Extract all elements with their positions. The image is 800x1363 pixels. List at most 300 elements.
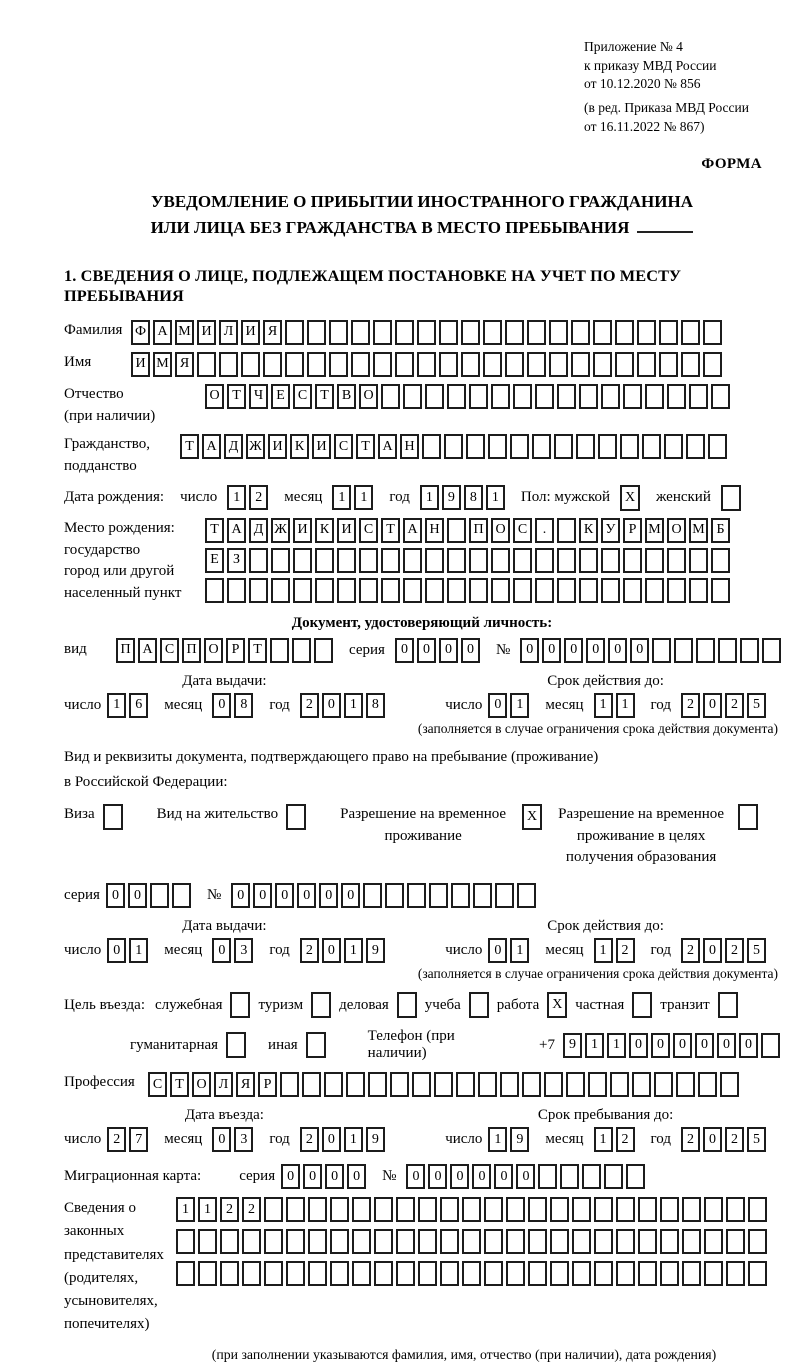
char-cell[interactable]: 1: [510, 938, 529, 963]
char-cell[interactable]: [582, 1164, 601, 1189]
char-cell[interactable]: [491, 548, 510, 573]
char-cell[interactable]: [264, 1229, 283, 1254]
purpose-ucheba-checkbox[interactable]: [469, 992, 489, 1018]
char-cell[interactable]: 0: [319, 883, 338, 908]
char-cell[interactable]: 2: [300, 938, 319, 963]
char-cell[interactable]: 1: [344, 1127, 363, 1152]
char-cell[interactable]: [330, 1197, 349, 1222]
char-cell[interactable]: [302, 1072, 321, 1097]
char-cell[interactable]: 1: [176, 1197, 195, 1222]
char-cell[interactable]: [495, 883, 514, 908]
char-cell[interactable]: [286, 1261, 305, 1286]
char-cell[interactable]: [308, 1229, 327, 1254]
char-cell[interactable]: З: [227, 548, 246, 573]
char-cell[interactable]: [469, 578, 488, 603]
char-cell[interactable]: [704, 1229, 723, 1254]
char-cell[interactable]: [660, 1261, 679, 1286]
char-cell[interactable]: 9: [366, 1127, 385, 1152]
char-cell[interactable]: Р: [226, 638, 245, 663]
char-cell[interactable]: [528, 1197, 547, 1222]
char-cell[interactable]: С: [160, 638, 179, 663]
char-cell[interactable]: [620, 434, 639, 459]
char-cell[interactable]: [491, 384, 510, 409]
char-cell[interactable]: [385, 883, 404, 908]
char-cell[interactable]: 0: [472, 1164, 491, 1189]
char-cell[interactable]: [307, 320, 326, 345]
char-cell[interactable]: [711, 548, 730, 573]
char-cell[interactable]: [660, 1229, 679, 1254]
char-cell[interactable]: [324, 1072, 343, 1097]
char-cell[interactable]: 8: [366, 693, 385, 718]
char-cell[interactable]: [264, 1197, 283, 1222]
char-cell[interactable]: Я: [236, 1072, 255, 1097]
char-cell[interactable]: [422, 434, 441, 459]
char-cell[interactable]: Н: [400, 434, 419, 459]
char-cell[interactable]: [395, 320, 414, 345]
char-cell[interactable]: 0: [717, 1033, 736, 1058]
char-cell[interactable]: [440, 1261, 459, 1286]
char-cell[interactable]: [689, 578, 708, 603]
purpose-rabota-checkbox[interactable]: X: [547, 992, 567, 1018]
char-cell[interactable]: [532, 434, 551, 459]
char-cell[interactable]: [346, 1072, 365, 1097]
char-cell[interactable]: [249, 578, 268, 603]
char-cell[interactable]: [264, 1261, 283, 1286]
char-cell[interactable]: 7: [129, 1127, 148, 1152]
char-cell[interactable]: [352, 1229, 371, 1254]
char-cell[interactable]: 1: [227, 485, 246, 510]
char-cell[interactable]: 1: [607, 1033, 626, 1058]
char-cell[interactable]: [451, 883, 470, 908]
char-cell[interactable]: [726, 1197, 745, 1222]
char-cell[interactable]: [682, 1197, 701, 1222]
char-cell[interactable]: [645, 384, 664, 409]
char-cell[interactable]: [373, 320, 392, 345]
char-cell[interactable]: [748, 1261, 767, 1286]
char-cell[interactable]: Р: [623, 518, 642, 543]
char-cell[interactable]: 0: [212, 938, 231, 963]
char-cell[interactable]: [642, 434, 661, 459]
char-cell[interactable]: 5: [747, 938, 766, 963]
char-cell[interactable]: 0: [461, 638, 480, 663]
char-cell[interactable]: [491, 578, 510, 603]
char-cell[interactable]: [307, 352, 326, 377]
char-cell[interactable]: [505, 320, 524, 345]
char-cell[interactable]: [748, 1229, 767, 1254]
char-cell[interactable]: [638, 1229, 657, 1254]
char-cell[interactable]: [566, 1072, 585, 1097]
char-cell[interactable]: [484, 1197, 503, 1222]
char-cell[interactable]: С: [513, 518, 532, 543]
char-cell[interactable]: [554, 434, 573, 459]
char-cell[interactable]: 0: [275, 883, 294, 908]
char-cell[interactable]: [263, 352, 282, 377]
char-cell[interactable]: 0: [322, 938, 341, 963]
char-cell[interactable]: 1: [344, 938, 363, 963]
char-cell[interactable]: 0: [322, 1127, 341, 1152]
char-cell[interactable]: 0: [212, 1127, 231, 1152]
char-cell[interactable]: [681, 320, 700, 345]
char-cell[interactable]: 9: [442, 485, 461, 510]
char-cell[interactable]: [270, 638, 289, 663]
char-cell[interactable]: Ж: [271, 518, 290, 543]
char-cell[interactable]: [330, 1261, 349, 1286]
char-cell[interactable]: [308, 1197, 327, 1222]
char-cell[interactable]: [550, 1197, 569, 1222]
char-cell[interactable]: [396, 1197, 415, 1222]
char-cell[interactable]: [390, 1072, 409, 1097]
char-cell[interactable]: 1: [594, 938, 613, 963]
char-cell[interactable]: 0: [651, 1033, 670, 1058]
char-cell[interactable]: 0: [703, 1127, 722, 1152]
char-cell[interactable]: [473, 883, 492, 908]
char-cell[interactable]: [227, 578, 246, 603]
char-cell[interactable]: [359, 548, 378, 573]
char-cell[interactable]: [447, 578, 466, 603]
char-cell[interactable]: 8: [464, 485, 483, 510]
char-cell[interactable]: [588, 1072, 607, 1097]
char-cell[interactable]: 0: [564, 638, 583, 663]
char-cell[interactable]: [601, 548, 620, 573]
char-cell[interactable]: [425, 384, 444, 409]
char-cell[interactable]: [593, 320, 612, 345]
char-cell[interactable]: У: [601, 518, 620, 543]
char-cell[interactable]: 2: [300, 1127, 319, 1152]
char-cell[interactable]: [292, 638, 311, 663]
char-cell[interactable]: 3: [234, 1127, 253, 1152]
char-cell[interactable]: 0: [231, 883, 250, 908]
char-cell[interactable]: [440, 1197, 459, 1222]
char-cell[interactable]: [374, 1197, 393, 1222]
char-cell[interactable]: 2: [300, 693, 319, 718]
char-cell[interactable]: 9: [510, 1127, 529, 1152]
char-cell[interactable]: 5: [747, 1127, 766, 1152]
purpose-delovaya-checkbox[interactable]: [397, 992, 417, 1018]
char-cell[interactable]: [638, 1197, 657, 1222]
char-cell[interactable]: И: [268, 434, 287, 459]
char-cell[interactable]: [407, 883, 426, 908]
char-cell[interactable]: 0: [281, 1164, 300, 1189]
char-cell[interactable]: [373, 352, 392, 377]
char-cell[interactable]: [594, 1261, 613, 1286]
char-cell[interactable]: [368, 1072, 387, 1097]
char-cell[interactable]: 0: [494, 1164, 513, 1189]
char-cell[interactable]: О: [491, 518, 510, 543]
char-cell[interactable]: 0: [520, 638, 539, 663]
char-cell[interactable]: [506, 1229, 525, 1254]
char-cell[interactable]: [682, 1261, 701, 1286]
char-cell[interactable]: [557, 578, 576, 603]
char-cell[interactable]: [528, 1261, 547, 1286]
char-cell[interactable]: [623, 384, 642, 409]
char-cell[interactable]: 1: [594, 693, 613, 718]
char-cell[interactable]: [667, 578, 686, 603]
char-cell[interactable]: 2: [249, 485, 268, 510]
char-cell[interactable]: 1: [198, 1197, 217, 1222]
char-cell[interactable]: [571, 352, 590, 377]
purpose-tranzit-checkbox[interactable]: [718, 992, 738, 1018]
char-cell[interactable]: 0: [325, 1164, 344, 1189]
char-cell[interactable]: [506, 1197, 525, 1222]
char-cell[interactable]: [456, 1072, 475, 1097]
char-cell[interactable]: А: [378, 434, 397, 459]
char-cell[interactable]: [704, 1197, 723, 1222]
char-cell[interactable]: 0: [695, 1033, 714, 1058]
char-cell[interactable]: [601, 578, 620, 603]
char-cell[interactable]: О: [359, 384, 378, 409]
char-cell[interactable]: [667, 548, 686, 573]
char-cell[interactable]: [604, 1164, 623, 1189]
char-cell[interactable]: 0: [107, 938, 126, 963]
char-cell[interactable]: 2: [681, 938, 700, 963]
char-cell[interactable]: [598, 434, 617, 459]
char-cell[interactable]: [703, 320, 722, 345]
char-cell[interactable]: [704, 1261, 723, 1286]
char-cell[interactable]: О: [204, 638, 223, 663]
char-cell[interactable]: [660, 1197, 679, 1222]
char-cell[interactable]: [198, 1261, 217, 1286]
char-cell[interactable]: [615, 352, 634, 377]
char-cell[interactable]: [711, 384, 730, 409]
char-cell[interactable]: [544, 1072, 563, 1097]
char-cell[interactable]: [286, 1197, 305, 1222]
char-cell[interactable]: 0: [428, 1164, 447, 1189]
char-cell[interactable]: [711, 578, 730, 603]
char-cell[interactable]: [615, 320, 634, 345]
char-cell[interactable]: [293, 578, 312, 603]
char-cell[interactable]: [469, 384, 488, 409]
char-cell[interactable]: [403, 548, 422, 573]
char-cell[interactable]: Т: [248, 638, 267, 663]
char-cell[interactable]: 0: [450, 1164, 469, 1189]
char-cell[interactable]: Д: [224, 434, 243, 459]
char-cell[interactable]: Е: [205, 548, 224, 573]
char-cell[interactable]: [550, 1229, 569, 1254]
char-cell[interactable]: А: [403, 518, 422, 543]
char-cell[interactable]: [439, 352, 458, 377]
char-cell[interactable]: [557, 384, 576, 409]
char-cell[interactable]: 0: [303, 1164, 322, 1189]
char-cell[interactable]: .: [535, 518, 554, 543]
char-cell[interactable]: [594, 1197, 613, 1222]
char-cell[interactable]: [549, 352, 568, 377]
char-cell[interactable]: [462, 1197, 481, 1222]
char-cell[interactable]: 1: [129, 938, 148, 963]
char-cell[interactable]: [447, 548, 466, 573]
char-cell[interactable]: 1: [344, 693, 363, 718]
char-cell[interactable]: 2: [616, 1127, 635, 1152]
char-cell[interactable]: [720, 1072, 739, 1097]
char-cell[interactable]: [381, 578, 400, 603]
purpose-turizm-checkbox[interactable]: [311, 992, 331, 1018]
char-cell[interactable]: [285, 320, 304, 345]
char-cell[interactable]: 0: [322, 693, 341, 718]
char-cell[interactable]: [329, 352, 348, 377]
char-cell[interactable]: М: [689, 518, 708, 543]
char-cell[interactable]: И: [131, 352, 150, 377]
char-cell[interactable]: [308, 1261, 327, 1286]
char-cell[interactable]: 2: [725, 1127, 744, 1152]
char-cell[interactable]: [528, 1229, 547, 1254]
char-cell[interactable]: [593, 352, 612, 377]
char-cell[interactable]: [616, 1229, 635, 1254]
char-cell[interactable]: [488, 434, 507, 459]
char-cell[interactable]: [220, 1261, 239, 1286]
char-cell[interactable]: [718, 638, 737, 663]
char-cell[interactable]: 0: [128, 883, 147, 908]
char-cell[interactable]: [483, 320, 502, 345]
char-cell[interactable]: [352, 1261, 371, 1286]
char-cell[interactable]: М: [645, 518, 664, 543]
char-cell[interactable]: [241, 352, 260, 377]
char-cell[interactable]: [594, 1229, 613, 1254]
char-cell[interactable]: [681, 352, 700, 377]
char-cell[interactable]: Н: [425, 518, 444, 543]
char-cell[interactable]: [176, 1229, 195, 1254]
char-cell[interactable]: [645, 578, 664, 603]
char-cell[interactable]: Д: [249, 518, 268, 543]
char-cell[interactable]: [535, 384, 554, 409]
char-cell[interactable]: 0: [488, 693, 507, 718]
char-cell[interactable]: Т: [180, 434, 199, 459]
char-cell[interactable]: [623, 578, 642, 603]
char-cell[interactable]: [703, 352, 722, 377]
char-cell[interactable]: [381, 384, 400, 409]
char-cell[interactable]: [359, 578, 378, 603]
char-cell[interactable]: 0: [341, 883, 360, 908]
char-cell[interactable]: Я: [175, 352, 194, 377]
char-cell[interactable]: [513, 384, 532, 409]
char-cell[interactable]: В: [337, 384, 356, 409]
char-cell[interactable]: [708, 434, 727, 459]
char-cell[interactable]: [667, 384, 686, 409]
char-cell[interactable]: [549, 320, 568, 345]
char-cell[interactable]: [637, 352, 656, 377]
char-cell[interactable]: О: [205, 384, 224, 409]
char-cell[interactable]: 0: [516, 1164, 535, 1189]
char-cell[interactable]: [623, 548, 642, 573]
char-cell[interactable]: [535, 548, 554, 573]
char-cell[interactable]: 3: [234, 938, 253, 963]
char-cell[interactable]: [616, 1197, 635, 1222]
char-cell[interactable]: 1: [486, 485, 505, 510]
char-cell[interactable]: [601, 384, 620, 409]
char-cell[interactable]: 1: [354, 485, 373, 510]
char-cell[interactable]: [198, 1229, 217, 1254]
char-cell[interactable]: Ч: [249, 384, 268, 409]
char-cell[interactable]: [522, 1072, 541, 1097]
char-cell[interactable]: [689, 548, 708, 573]
char-cell[interactable]: И: [197, 320, 216, 345]
char-cell[interactable]: [726, 1229, 745, 1254]
char-cell[interactable]: Т: [227, 384, 246, 409]
char-cell[interactable]: [150, 883, 169, 908]
char-cell[interactable]: [381, 548, 400, 573]
char-cell[interactable]: П: [469, 518, 488, 543]
char-cell[interactable]: [659, 320, 678, 345]
char-cell[interactable]: [462, 1229, 481, 1254]
char-cell[interactable]: 6: [129, 693, 148, 718]
char-cell[interactable]: [396, 1261, 415, 1286]
char-cell[interactable]: [616, 1261, 635, 1286]
char-cell[interactable]: Я: [263, 320, 282, 345]
visa-checkbox[interactable]: [103, 804, 123, 830]
char-cell[interactable]: Л: [214, 1072, 233, 1097]
char-cell[interactable]: [249, 548, 268, 573]
char-cell[interactable]: 0: [347, 1164, 366, 1189]
char-cell[interactable]: [220, 1229, 239, 1254]
char-cell[interactable]: [315, 548, 334, 573]
char-cell[interactable]: [330, 1229, 349, 1254]
char-cell[interactable]: [513, 578, 532, 603]
char-cell[interactable]: 0: [406, 1164, 425, 1189]
char-cell[interactable]: [510, 434, 529, 459]
char-cell[interactable]: [418, 1229, 437, 1254]
char-cell[interactable]: 2: [725, 693, 744, 718]
char-cell[interactable]: И: [337, 518, 356, 543]
char-cell[interactable]: [579, 548, 598, 573]
char-cell[interactable]: 2: [725, 938, 744, 963]
char-cell[interactable]: [417, 352, 436, 377]
char-cell[interactable]: К: [315, 518, 334, 543]
char-cell[interactable]: [527, 352, 546, 377]
char-cell[interactable]: И: [241, 320, 260, 345]
char-cell[interactable]: М: [153, 352, 172, 377]
char-cell[interactable]: 0: [608, 638, 627, 663]
char-cell[interactable]: 2: [681, 693, 700, 718]
char-cell[interactable]: [579, 384, 598, 409]
char-cell[interactable]: 0: [703, 693, 722, 718]
char-cell[interactable]: [440, 1229, 459, 1254]
char-cell[interactable]: [740, 638, 759, 663]
char-cell[interactable]: А: [227, 518, 246, 543]
char-cell[interactable]: 0: [629, 1033, 648, 1058]
char-cell[interactable]: [576, 434, 595, 459]
char-cell[interactable]: Т: [381, 518, 400, 543]
char-cell[interactable]: [557, 548, 576, 573]
char-cell[interactable]: [572, 1261, 591, 1286]
char-cell[interactable]: Б: [711, 518, 730, 543]
char-cell[interactable]: [351, 320, 370, 345]
char-cell[interactable]: [176, 1261, 195, 1286]
purpose-sluzhebnaya-checkbox[interactable]: [230, 992, 250, 1018]
char-cell[interactable]: [444, 434, 463, 459]
char-cell[interactable]: [664, 434, 683, 459]
char-cell[interactable]: [172, 883, 191, 908]
char-cell[interactable]: [560, 1164, 579, 1189]
char-cell[interactable]: [403, 384, 422, 409]
char-cell[interactable]: 2: [616, 938, 635, 963]
char-cell[interactable]: [506, 1261, 525, 1286]
temp-residence-checkbox[interactable]: X: [522, 804, 542, 830]
char-cell[interactable]: [271, 548, 290, 573]
char-cell[interactable]: [337, 548, 356, 573]
char-cell[interactable]: 1: [616, 693, 635, 718]
char-cell[interactable]: [337, 578, 356, 603]
char-cell[interactable]: С: [293, 384, 312, 409]
char-cell[interactable]: [351, 352, 370, 377]
char-cell[interactable]: [242, 1261, 261, 1286]
char-cell[interactable]: [447, 384, 466, 409]
char-cell[interactable]: К: [579, 518, 598, 543]
char-cell[interactable]: 1: [420, 485, 439, 510]
char-cell[interactable]: 0: [488, 938, 507, 963]
char-cell[interactable]: М: [175, 320, 194, 345]
char-cell[interactable]: [682, 1229, 701, 1254]
char-cell[interactable]: 0: [106, 883, 125, 908]
char-cell[interactable]: 2: [220, 1197, 239, 1222]
char-cell[interactable]: [462, 1261, 481, 1286]
